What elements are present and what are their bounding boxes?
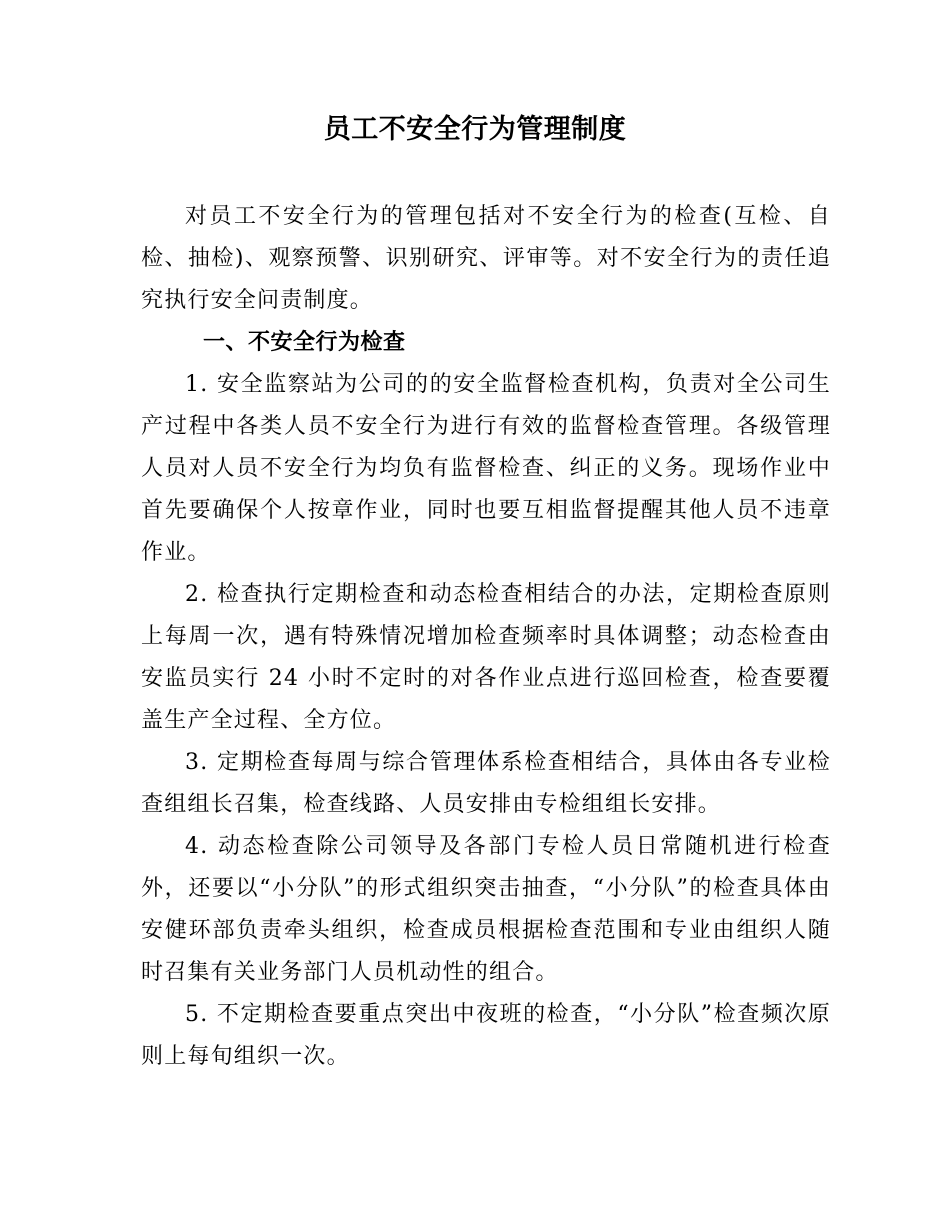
section-paragraph-2: 2. 检查执行定期检查和动态检查相结合的办法，定期检查原则上每周一次，遇有特殊情况增加检查频率时具体调整；动态检查由安监员实行 24 小时不定时的对各作业点进行巡回检查，检查要覆盖生产全过程、全方位。: [141, 582, 831, 733]
document-title: 员工不安全行为管理制度: [323, 114, 627, 145]
intro-paragraph: 对员工不安全行为的管理包括对不安全行为的检查(互检、自检、抽检)、观察预警、识别研究、评审等。对不安全行为的责任追究执行安全问责制度。: [141, 204, 831, 313]
section-heading: 一、不安全行为检查: [203, 330, 406, 355]
section-paragraph-5: 5. 不定期检查要重点突出中夜班的检查，“小分队”检查频次原则上每旬组织一次。: [141, 1002, 831, 1069]
document-body: [141, 196, 831, 1078]
section-paragraph-1: 1. 安全监察站为公司的的安全监督检查机构，负责对全公司生产过程中各类人员不安全行为进行有效的监督检查管理。各级管理人员对人员不安全行为均负有监督检查、纠正的义务。现场作业中首先要确保个人按章作业，同时也要互相监督提醒其他人员不违章作业。: [141, 372, 831, 565]
section-paragraph-4: 4. 动态检查除公司领导及各部门专检人员日常随机进行检查外，还要以“小分队”的形式组织突击抽查，“小分队”的检查具体由安健环部负责牵头组织，检查成员根据检查范围和专业由组织人随时召集有关业务部门人员机动性的组合。: [141, 834, 831, 985]
section-paragraph-3: 3. 定期检查每周与综合管理体系检查相结合，具体由各专业检查组组长召集，检查线路、人员安排由专检组组长安排。: [141, 750, 831, 817]
